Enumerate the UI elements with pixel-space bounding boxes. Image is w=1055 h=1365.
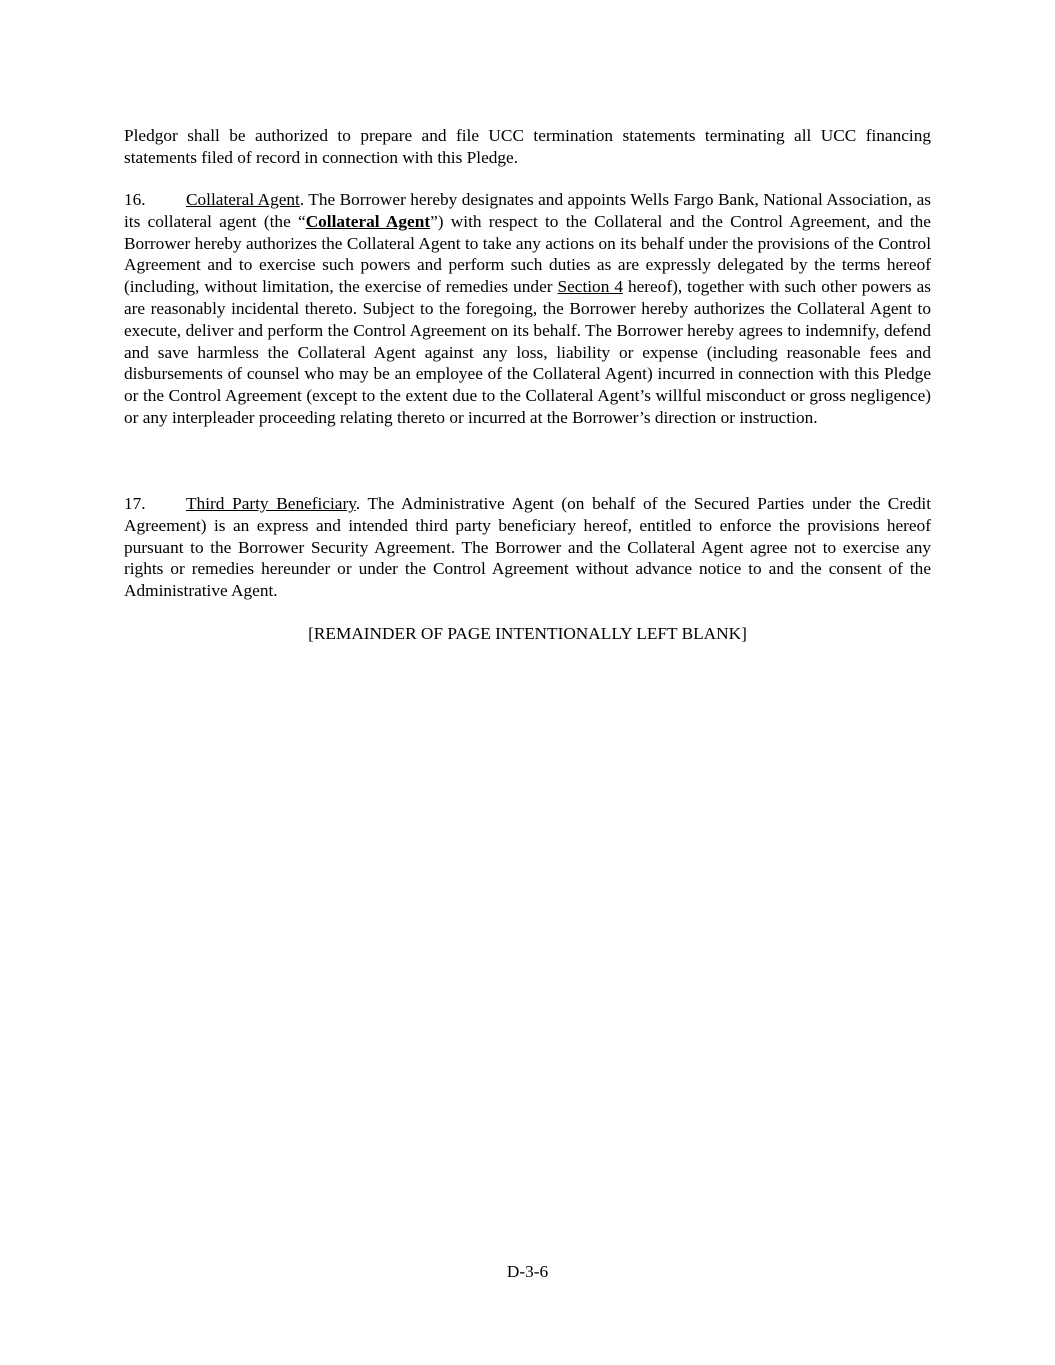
section-17-heading: Third Party Beneficiary	[186, 494, 356, 513]
section-17-text: . The Administrative Agent (on behalf of the Secured Parties under the Credit Agreement) is an express and intended third party beneficiary hereof, entitled to enforce the provisions hereof pursuant to the Borrower Security Agreement. The Borrower and the Collateral Agent agree not to exercise any rights or remedies hereunder or under the Control Agreement without advance notice to and the consent of the Administrative Agent.	[124, 494, 932, 601]
remainder-blank-note: [REMAINDER OF PAGE INTENTIONALLY LEFT BLANK]	[308, 624, 747, 643]
section-4-reference: Section 4	[557, 277, 623, 297]
intro-paragraph: Pledgor shall be authorized to prepare and file UCC termination statements terminating all UCC financing statements filed of record in connection with this Pledge.	[124, 126, 931, 167]
section-16-paragraph	[124, 189, 931, 429]
section-16-text-a: . The Borrower hereby designates and appoints Wells Fargo Bank, National Association, as its collateral agent (the “	[124, 190, 931, 231]
section-17-paragraph	[124, 493, 931, 602]
section-16-number: 16.	[124, 190, 146, 209]
section-16-text-c: hereof), together with such other powers as are reasonably incidental thereto. Subject to the foregoing, the Borrower hereby authorizes the Collateral Agent to execute, deliver and perform the Control Agreement on its behalf. The Borrower hereby agrees to indemnify, defend and save harmless the Collateral Agent against any loss, liability or expense (including reasonable fees and disbursements of counsel who may be an employee of the Collateral Agent) incurred in connection with this Pledge or the Control Agreement (except to the extent due to the Collateral Agent’s willful misconduct or gross negligence) or any interpleader proceeding relating thereto or incurred at the Borrower’s direction or instruction.	[124, 277, 932, 427]
section-16-heading: Collateral Agent	[186, 190, 300, 209]
section-16-text-b: ”) with respect to the Collateral and the Control Agreement, and the Borrower hereby authorizes the Collateral Agent to take any actions on its behalf under the provisions of the Control Agreement and to exercise such powers and perform such duties as are expressly delegated by the terms hereof (including, without limitation, the exercise of remedies under	[124, 211, 931, 297]
defined-term-collateral-agent: Collateral Agent	[305, 211, 431, 231]
section-17-number: 17.	[124, 494, 146, 513]
page-number: D-3-6	[506, 1262, 549, 1281]
